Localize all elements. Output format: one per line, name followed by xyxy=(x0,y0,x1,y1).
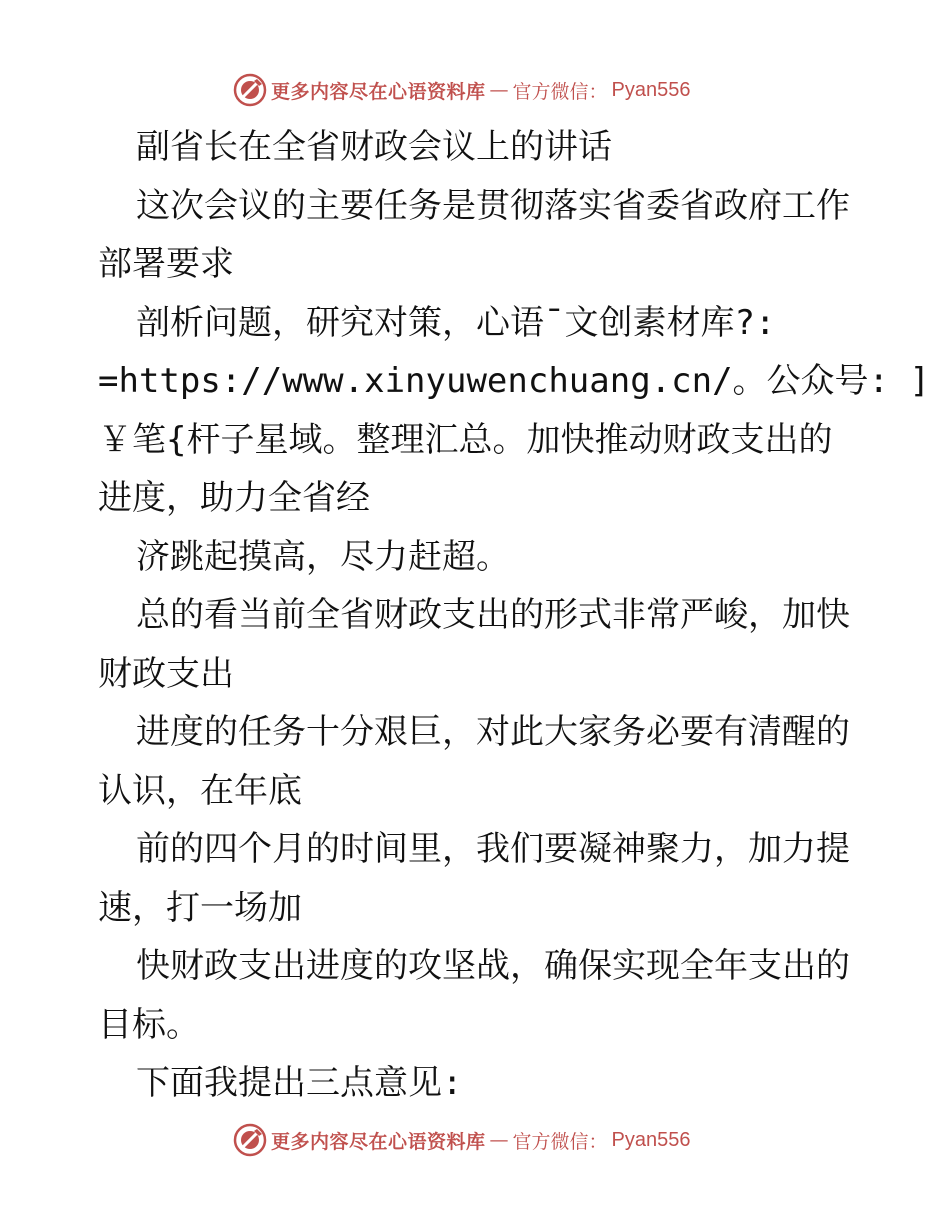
document-line: 财政支出 xyxy=(98,653,234,694)
watermark-wechat-label: 官方微信： xyxy=(512,1130,608,1153)
brand-logo-icon xyxy=(233,73,267,107)
watermark-wechat-id: Pyan556 xyxy=(611,78,691,101)
document-line: 进度的任务十分艰巨，对此大家务必要有清醒的 xyxy=(136,712,850,752)
brand-logo-icon xyxy=(233,1123,267,1157)
document-line: =https://www.xinyuwenchuang.cn/。公众号: ] xyxy=(98,361,930,401)
watermark-brand-text: 更多内容尽在心语资料库 xyxy=(271,80,486,103)
watermark-brand-text: 更多内容尽在心语资料库 xyxy=(271,1130,486,1153)
header-watermark xyxy=(233,72,691,108)
document-body xyxy=(98,118,930,1113)
document-line: 前的四个月的时间里，我们要凝神聚力，加力提 xyxy=(136,829,850,869)
document-line: 目标。 xyxy=(98,1004,200,1045)
document-line: 认识，在年底 xyxy=(98,770,302,811)
document-line: 济跳起摸高，尽力赶超。 xyxy=(136,536,510,577)
document-line: ￥笔{杆子星域。整理汇总。加快推动财政支出的 xyxy=(98,419,833,460)
document-line: 总的看当前全省财政支出的形式非常严峻，加快 xyxy=(136,595,850,635)
document-line: 进度，助力全省经 xyxy=(98,478,370,518)
footer-watermark xyxy=(233,1122,691,1158)
document-line: 剖析问题，研究对策，心语¯文创素材库?: xyxy=(136,302,776,343)
watermark-separator: — xyxy=(489,1129,509,1151)
document-title: 副省长在全省财政会议上的讲话 xyxy=(136,127,612,167)
document-line: 部署要求 xyxy=(98,244,234,284)
document-line: 下面我提出三点意见: xyxy=(136,1063,463,1103)
document-line: 速，打一场加 xyxy=(98,887,302,928)
watermark-wechat-id: Pyan556 xyxy=(611,1128,691,1151)
document-line: 快财政支出进度的攻坚战，确保实现全年支出的 xyxy=(136,946,850,986)
document-line: 这次会议的主要任务是贯彻落实省委省政府工作 xyxy=(136,185,850,226)
watermark-separator: — xyxy=(489,79,509,101)
watermark-wechat-label: 官方微信： xyxy=(512,80,608,103)
